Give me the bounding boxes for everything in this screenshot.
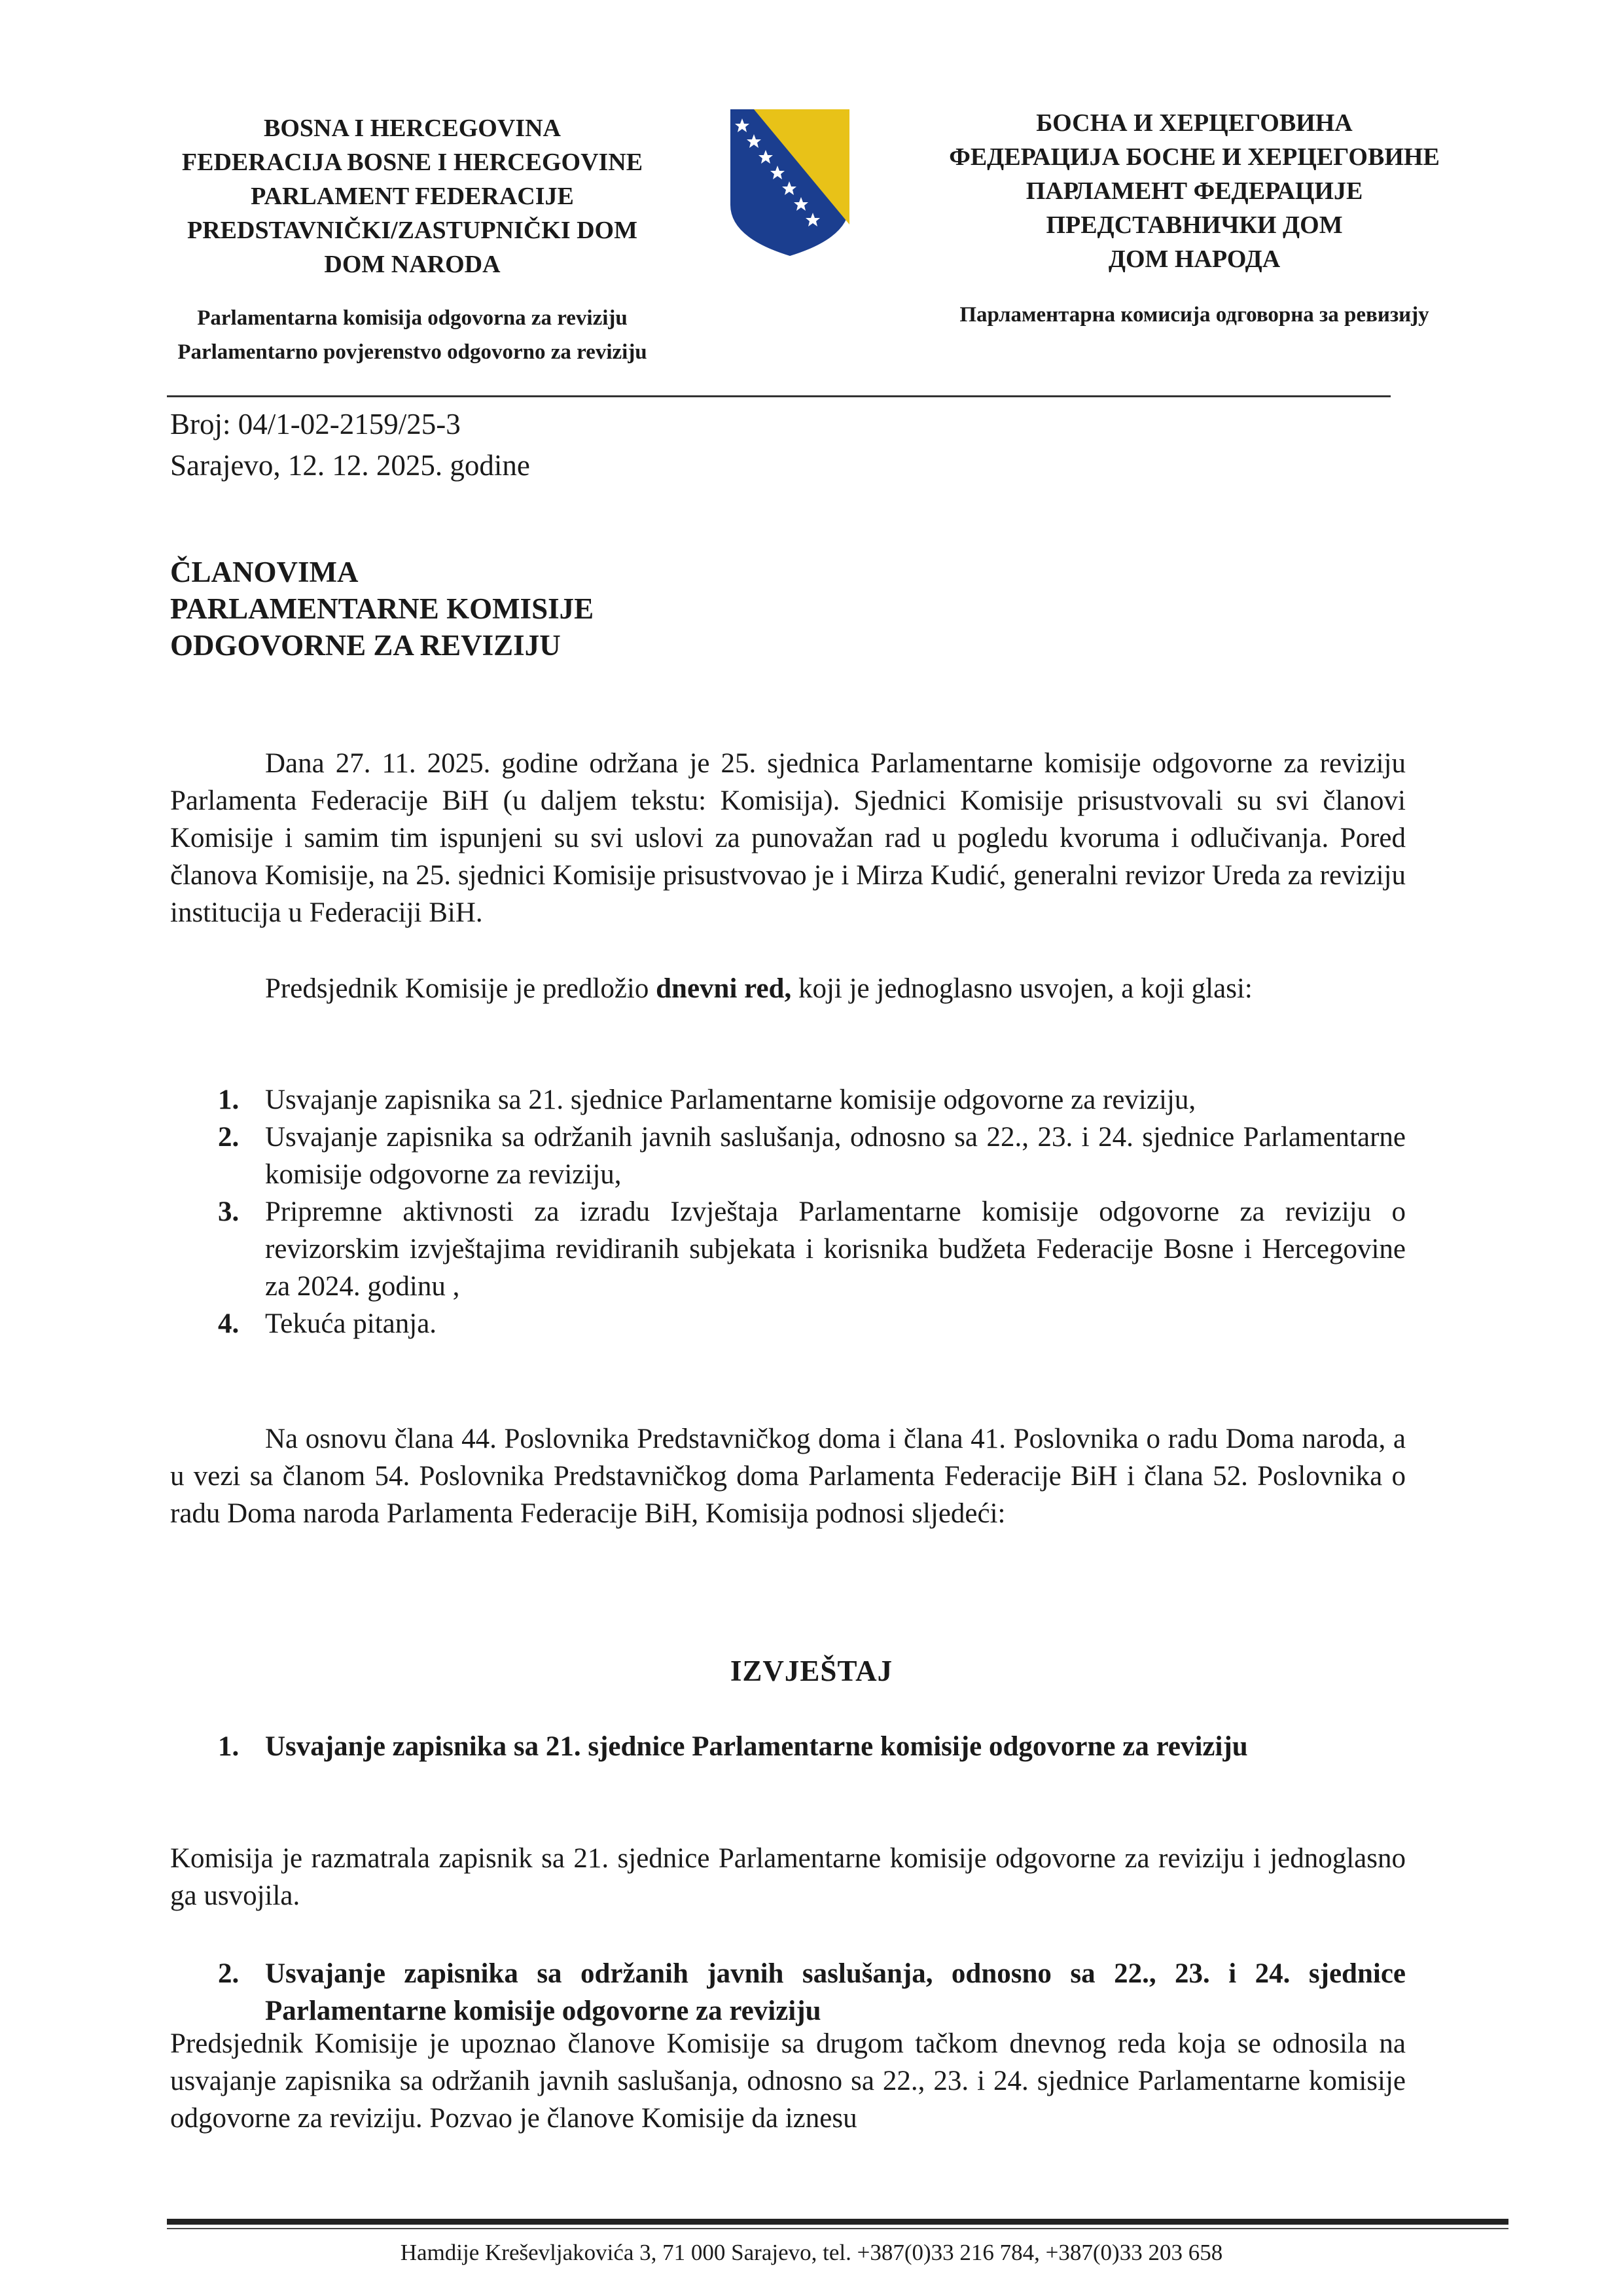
footer-address: Hamdije Kreševljakovića 3, 71 000 Sarajevo, tel. +387(0)33 216 784, +387(0)33 203 658: [400, 2240, 1223, 2265]
committee-name-latin: [98, 301, 726, 369]
agenda-item-number: 4.: [218, 1308, 240, 1339]
committee-line: Parlamentarno povjerenstvo odgovorno za reviziju: [177, 340, 647, 364]
header-line: ПАРЛАМЕНТ ФЕДЕРАЦИЈЕ: [1026, 177, 1363, 205]
section-heading: [213, 1955, 1406, 2030]
addressee-line: ČLANOVIMA: [170, 556, 359, 588]
agenda-intro-text: Predsjednik Komisije je predložio: [265, 973, 656, 1004]
section-heading-text: Usvajanje zapisnika sa 21. sjednice Parlamentarne komisije odgovorne za reviziju: [265, 1731, 1248, 1762]
committee-line: Parlamentarna komisija odgovorna za reviziju: [197, 306, 628, 330]
agenda-item-text: Pripremne aktivnosti za izradu Izvještaja Parlamentarne komisije odgovorne za reviziju o revizorskim izvještajima revidiranih subjekata i korisnika budžeta Federacije Bosne i Hercegovine za 2024. godinu ,: [265, 1196, 1406, 1302]
agenda-list: [213, 1081, 1406, 1342]
committee-line: Парламентарна комисија одговорна за ревизију: [959, 303, 1429, 327]
header-line: БОСНА И ХЕРЦЕГОВИНА: [1036, 109, 1353, 137]
header-divider: [167, 395, 1391, 397]
agenda-item: [213, 1081, 1406, 1119]
agenda-item-number: 1.: [218, 1085, 240, 1115]
agenda-item-text: Tekuća pitanja.: [265, 1308, 437, 1339]
agenda-item-number: 2.: [218, 1122, 240, 1153]
agenda-item: [213, 1193, 1406, 1305]
footer-divider-thin: [167, 2228, 1508, 2229]
section-body: Komisija je razmatrala zapisnik sa 21. sjednice Parlamentarne komisije odgovorne za reviziju i jednoglasno ga usvojila.: [170, 1843, 1406, 1911]
committee-name-cyrillic: [864, 298, 1525, 332]
place-date: Sarajevo, 12. 12. 2025. godine: [170, 449, 530, 482]
legal-basis-paragraph: Na osnovu člana 44. Poslovnika Predstavničkog doma i člana 41. Poslovnika o radu Doma naroda, a u vezi sa članom 54. Poslovnika Predstavničkog doma Parlamenta Federacije BiH i člana 52. Poslovnika o radu Doma naroda Parlamenta Federacije BiH, Komisija podnosi sljedeći:: [170, 1424, 1406, 1529]
header-line: ФЕДЕРАЦИЈА БОСНЕ И ХЕРЦЕГОВИНЕ: [949, 143, 1440, 171]
agenda-item: [213, 1119, 1406, 1193]
agenda-item-text: Usvajanje zapisnika sa održanih javnih saslušanja, odnosno sa 22., 23. i 24. sjednice Parlamentarne komisije odgovorne za reviziju,: [265, 1122, 1406, 1190]
addressee-line: ODGOVORNE ZA REVIZIJU: [170, 629, 561, 662]
agenda-item-number: 3.: [218, 1196, 240, 1227]
reference-number: Broj: 04/1-02-2159/25-3: [170, 408, 461, 440]
addressee-line: PARLAMENTARNE KOMISIJE: [170, 592, 594, 625]
agenda-item: [213, 1305, 1406, 1342]
report-title: IZVJEŠTAJ: [730, 1655, 893, 1687]
section-number: 1.: [218, 1731, 240, 1762]
section-heading-text: Usvajanje zapisnika sa održanih javnih saslušanja, odnosno sa 22., 23. i 24. sjednice Parlamentarne komisije odgovorne za reviziju: [265, 1958, 1406, 2026]
header-line: PARLAMENT FEDERACIJE: [251, 183, 574, 210]
header-latin: [98, 111, 726, 281]
agenda-item-text: Usvajanje zapisnika sa 21. sjednice Parlamentarne komisije odgovorne za reviziju,: [265, 1085, 1196, 1115]
header-line: DOM NARODA: [324, 251, 501, 278]
reference-block: [170, 404, 530, 486]
addressee: [170, 554, 594, 664]
coat-of-arms-icon: [728, 107, 852, 259]
section-body: Predsjednik Komisije je upoznao članove Komisije sa drugom tačkom dnevnog reda koja se odnosila na usvajanje zapisnika sa održanih javnih saslušanja, odnosno sa 22., 23. i 24. sjednice Parlamentarne komisije odgovorne za reviziju. Pozvao je članove Komisije da iznesu: [170, 2028, 1406, 2134]
header-line: ДОМ НАРОДА: [1108, 245, 1281, 273]
header-line: FEDERACIJA BOSNE I HERCEGOVINE: [181, 149, 643, 176]
agenda-intro-text-end: koji je jednoglasno usvojen, a koji glasi:: [791, 973, 1253, 1004]
header-line: BOSNA I HERCEGOVINA: [264, 115, 561, 142]
header-line: PREDSTAVNIČKI/ZASTUPNIČKI DOM: [187, 217, 637, 244]
header-line: ПРЕДСТАВНИЧКИ ДОМ: [1046, 211, 1343, 239]
footer-divider: [167, 2219, 1508, 2225]
section-heading: [213, 1728, 1406, 1765]
header-cyrillic: [864, 106, 1525, 276]
agenda-intro: [170, 970, 1406, 1007]
section-number: 2.: [218, 1958, 240, 1989]
agenda-intro-bold: dnevni red,: [656, 973, 792, 1004]
intro-paragraph: Dana 27. 11. 2025. godine održana je 25. sjednica Parlamentarne komisije odgovorne za reviziju Parlamenta Federacije BiH (u daljem tekstu: Komisija). Sjednici Komisije prisustvovali su svi članovi Komisije i samim tim ispunjeni su svi uslovi za punovažan rad u pogledu kvoruma i odlučivanja. Pored članova Komisije, na 25. sjednici Komisije prisustvovao je i Mirza Kudić, generalni revizor Ureda za reviziju institucija u Federaciji BiH.: [170, 748, 1406, 928]
